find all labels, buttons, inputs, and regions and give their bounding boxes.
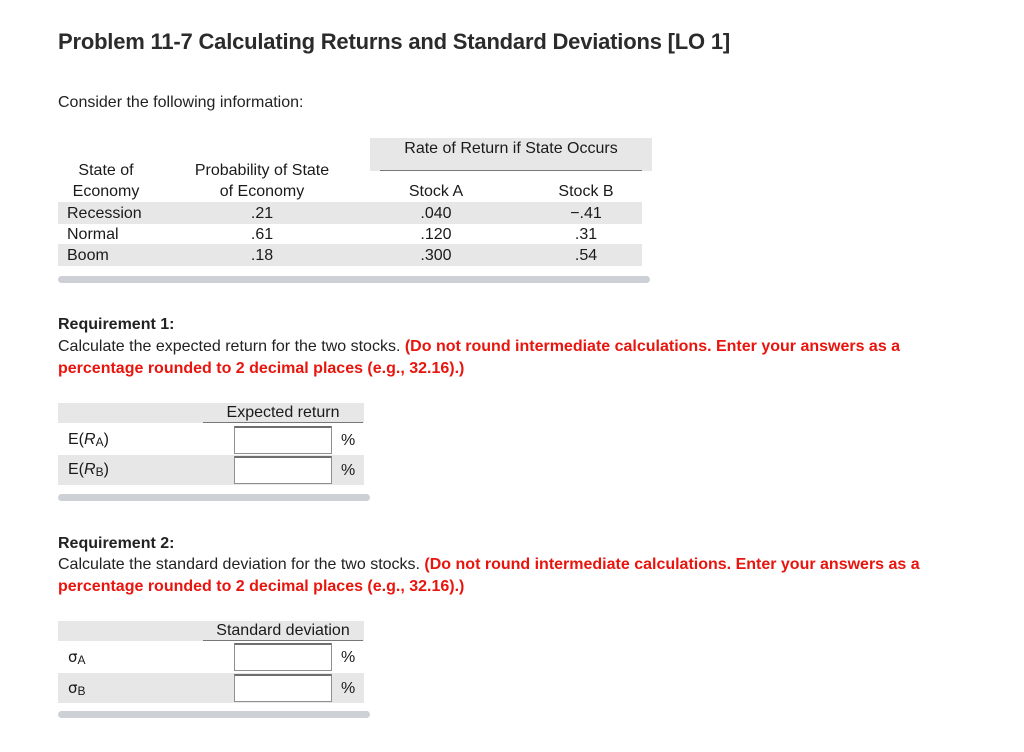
state-header-line2: Economy (72, 183, 140, 200)
table-cell-prob: .61 (250, 226, 274, 243)
expected-return-a-input[interactable] (234, 426, 332, 454)
requirement-2-label: Requirement 2: (58, 535, 175, 552)
table-cell-stock-a: .120 (420, 226, 452, 243)
table-cell-prob: .21 (250, 205, 274, 222)
percent-label: % (341, 432, 356, 449)
prob-header-line1: Probability of State (194, 162, 330, 179)
stock-b-header: Stock B (558, 183, 614, 200)
sigma-b-label: $\sigma_B$ (68, 679, 86, 698)
table-row (58, 673, 364, 703)
intro-text: Consider the following information: (58, 94, 304, 111)
requirement-2-question: Calculate the standard deviation for the two stocks. (58, 556, 425, 573)
expected-return-table (58, 403, 370, 505)
stock-a-header: Stock A (408, 183, 464, 200)
std-dev-a-input[interactable] (234, 643, 332, 671)
table-row (58, 642, 364, 672)
table-cell-stock-b: .54 (574, 247, 598, 264)
state-returns-table (58, 138, 650, 284)
prob-header-line2: of Economy (219, 183, 305, 200)
table-cell-stock-a: .300 (420, 247, 452, 264)
table-bottom-bar (58, 494, 370, 501)
requirement-2-text (58, 554, 928, 598)
table-cell-state: Normal (67, 226, 119, 243)
expected-return-a-label: $E(R_A)$ (68, 431, 109, 449)
requirement-2-instruction: (Do not round intermediate calculations. Enter your answers as a percentage rounded to 2 decimal places (e.g., 32.16).) (58, 556, 920, 595)
rate-of-return-header: Rate of Return if State Occurs (404, 140, 618, 157)
percent-label: % (341, 462, 356, 479)
std-dev-b-input[interactable] (234, 674, 332, 702)
requirement-1-text (58, 336, 928, 380)
table-cell-state: Boom (67, 247, 109, 264)
state-header-line1: State of (78, 162, 134, 179)
expected-return-b-input[interactable] (234, 456, 332, 484)
standard-deviation-header: Standard deviation (203, 621, 363, 641)
table-row (58, 425, 364, 455)
table-cell-state: Recession (67, 205, 142, 222)
header-divider (380, 170, 642, 171)
table-cell-stock-b: −.41 (570, 205, 602, 222)
table-cell-prob: .18 (250, 247, 274, 264)
sigma-a-label: $\sigma_A$ (68, 648, 86, 667)
page-title: Problem 11-7 Calculating Returns and Standard Deviations [LO 1] (58, 29, 730, 54)
table-cell-stock-a: .040 (420, 205, 452, 222)
table-cell-stock-b: .31 (574, 226, 598, 243)
expected-return-b-label: $E(R_B)$ (68, 461, 109, 479)
expected-return-header: Expected return (203, 403, 363, 423)
standard-deviation-table (58, 621, 370, 723)
percent-label: % (341, 649, 356, 666)
requirement-1-instruction: (Do not round intermediate calculations. Enter your answers as a percentage rounded to 2 decimal places (e.g., 32.16).) (58, 338, 901, 377)
table-row (58, 455, 364, 485)
percent-label: % (341, 680, 356, 697)
table-bottom-bar (58, 711, 370, 718)
table-bottom-bar (58, 276, 650, 283)
requirement-1-label: Requirement 1: (58, 316, 175, 333)
requirement-1-question: Calculate the expected return for the two stocks. (58, 338, 405, 355)
